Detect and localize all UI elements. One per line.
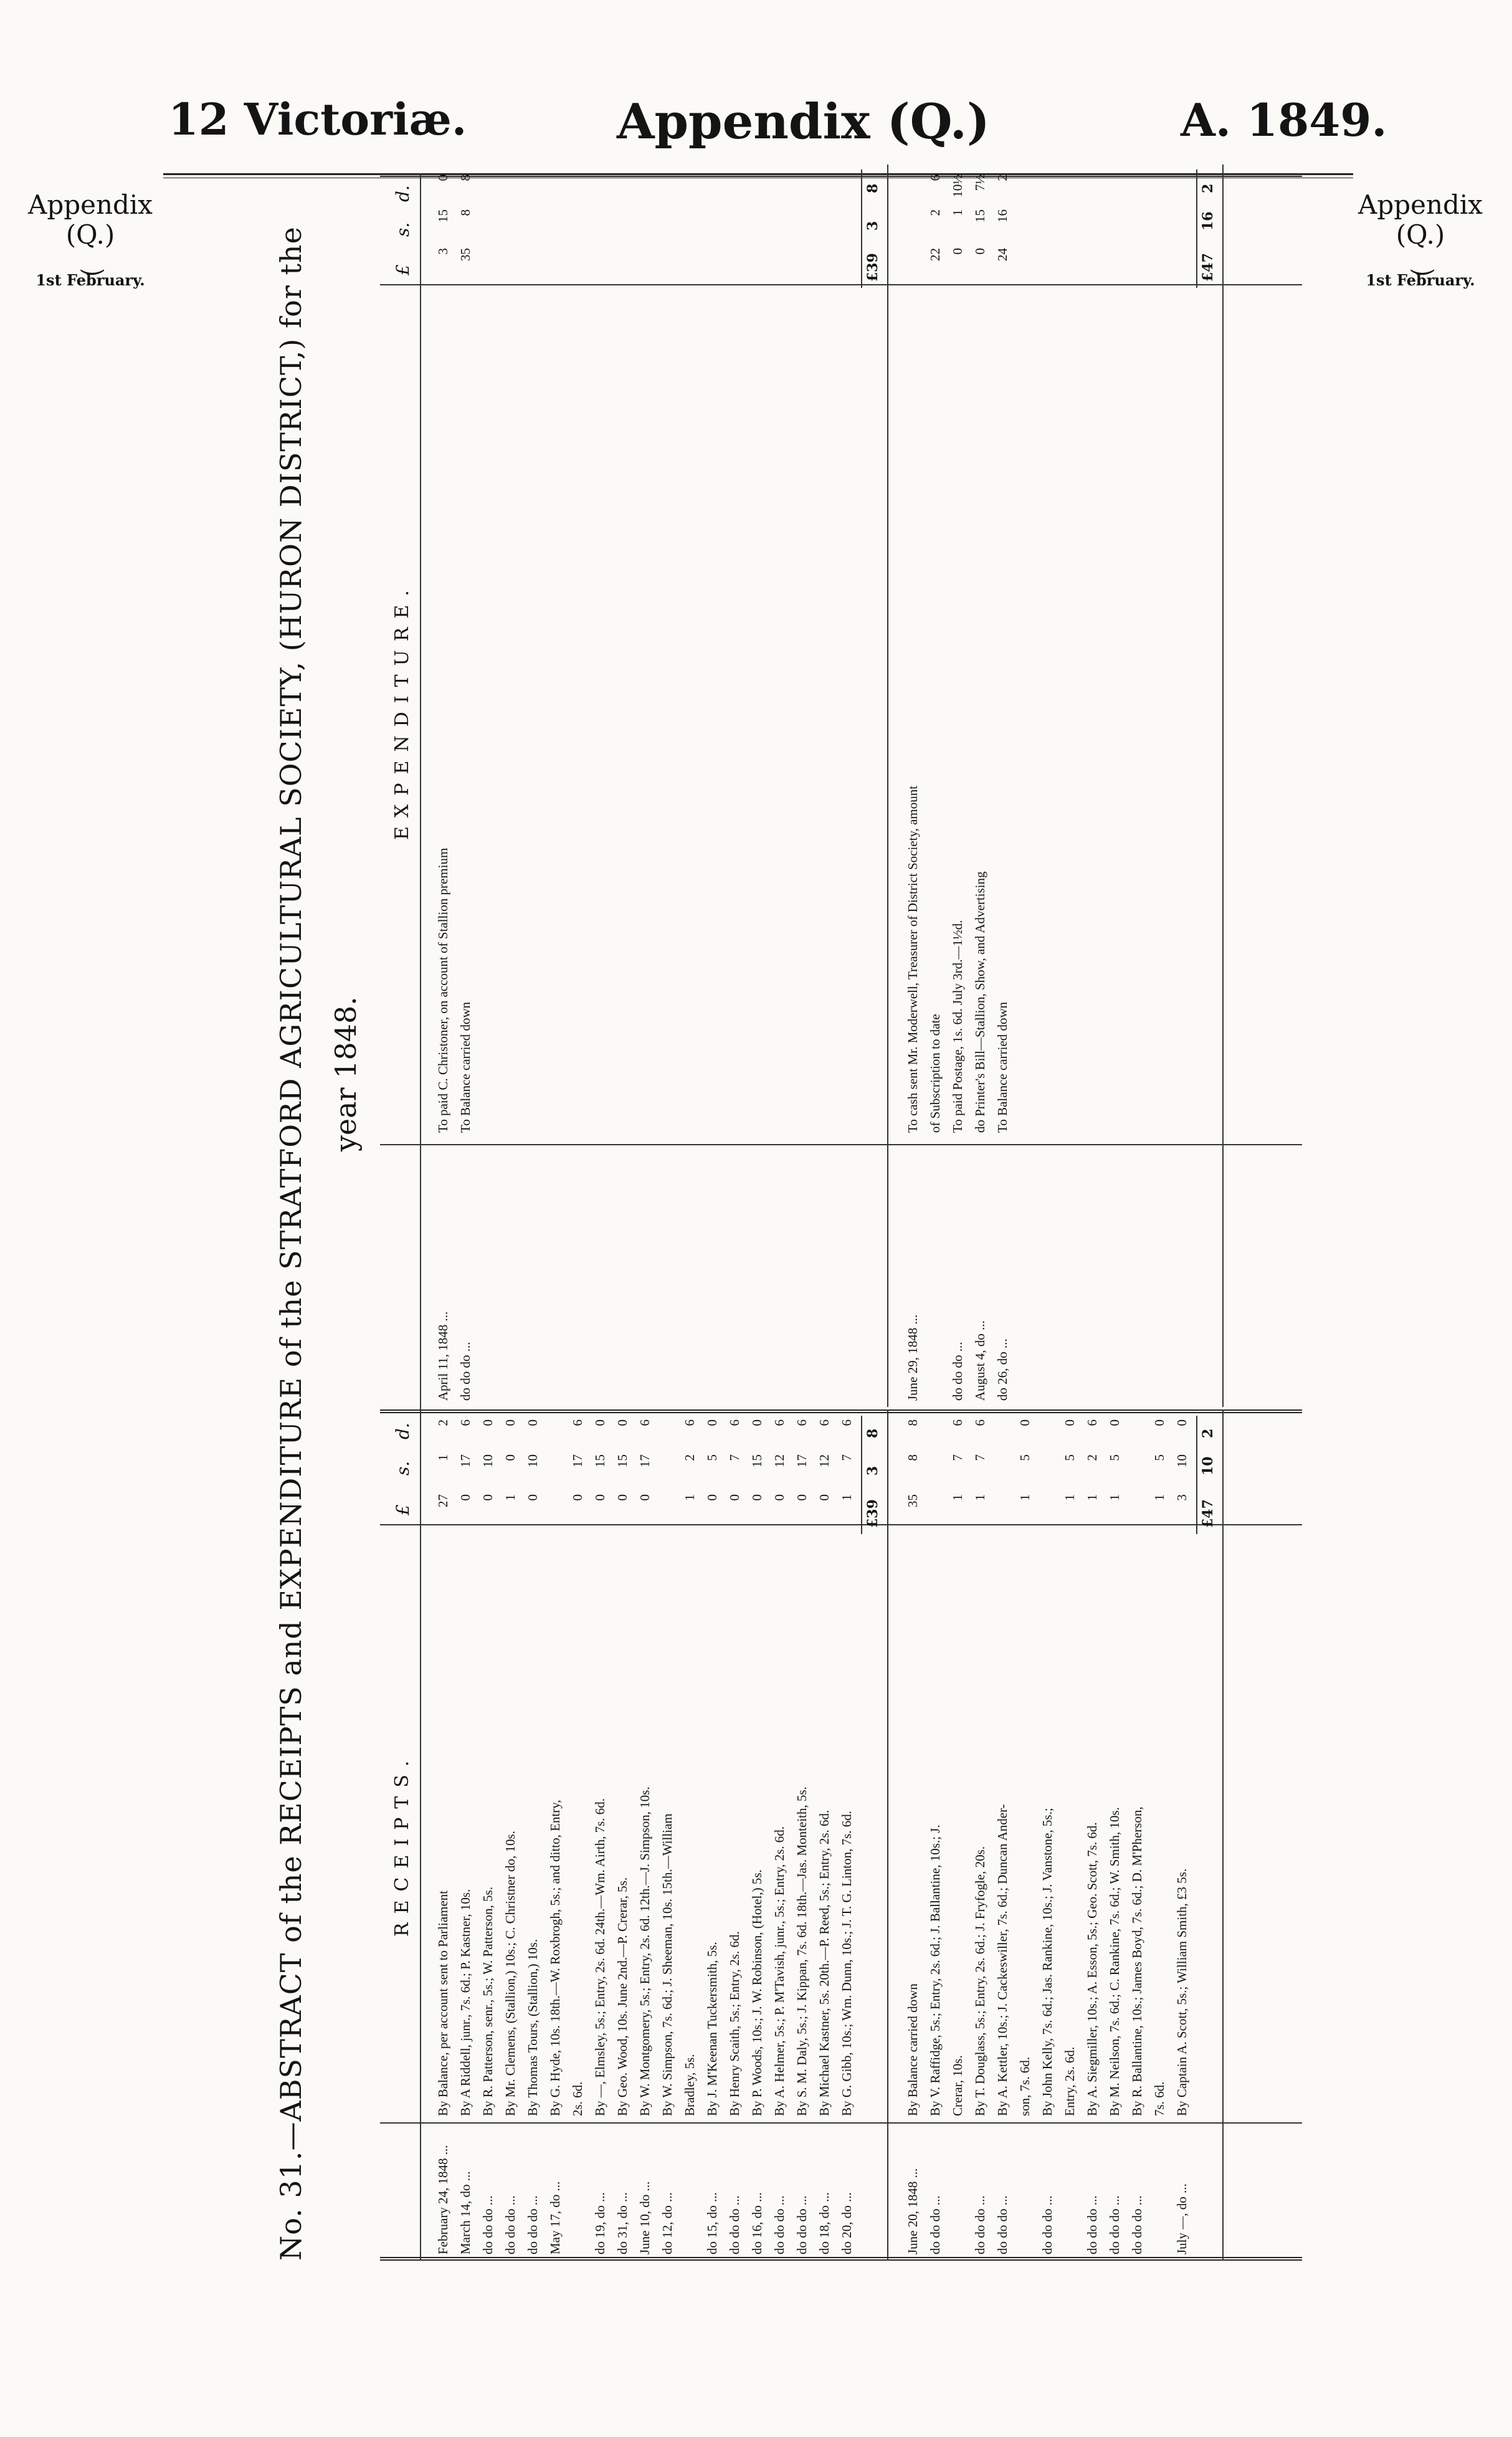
center-double-rule — [380, 1409, 1302, 1413]
amount-pence: 6 — [682, 1419, 697, 1426]
accounts-table — [380, 173, 1302, 2261]
amount-pence: 8 — [905, 1419, 920, 1426]
receipts-2-total-pounds: £47 — [1200, 1499, 1216, 1528]
amount-shillings: 7 — [972, 1454, 987, 1461]
receipts-row — [567, 1419, 588, 2261]
amount-shillings: 17 — [570, 1454, 585, 1467]
amount-pence: 6 — [972, 1419, 987, 1426]
amount-shillings: 17 — [637, 1454, 652, 1467]
amount-pounds: 1 — [1085, 1494, 1100, 1501]
amount-pounds: 1 — [503, 1494, 518, 1501]
amount-pounds: 0 — [592, 1494, 607, 1501]
receipts-row — [992, 1544, 1013, 2261]
entry-description: By —, Elmsley, 5s.; Entry, 2s. 6d. 24th.—Wm. Airth, 7s. 6d. — [592, 1798, 607, 2116]
margin-note-line2: (Q.) — [65, 219, 115, 250]
entry-description: By G. Hyde, 10s. 18th.—W. Roxbrogh, 5s.; and ditto, Entry, — [548, 1800, 563, 2116]
amount-shillings: 10 — [1174, 1454, 1189, 1467]
amount-pence: 6 — [839, 1419, 854, 1426]
entry-date: do 20, do ... — [839, 2192, 854, 2254]
entry-description: By Michael Kastner, 5s. 20th.—P. Reed, 5s.; Entry, 2s. 6d. — [817, 1810, 832, 2116]
expenditure-1-total-shillings: 3 — [865, 221, 881, 231]
entry-description: By Captain A. Scott, 5s.; William Smith, £3 5s. — [1174, 1868, 1189, 2116]
amount-shillings: 1 — [435, 1454, 450, 1461]
entry-date: do do do ... — [458, 1342, 473, 1401]
entry-description: To paid Postage, 1s. 6d. July 3rd.—1½d. — [950, 920, 965, 1133]
amount-shillings: 8 — [905, 1454, 920, 1461]
amount-pence: 0 — [503, 1419, 518, 1426]
entry-description: To Balance carried down — [995, 1001, 1010, 1133]
amount-shillings: 17 — [794, 1454, 809, 1467]
entry-date: do do do ... — [1107, 2195, 1122, 2254]
amount-pounds: 27 — [435, 1494, 450, 1507]
col-rule — [380, 284, 1302, 285]
receipts-row — [947, 1419, 968, 2261]
amount-pounds: 0 — [705, 1494, 720, 1501]
amount-pounds: 1 — [1017, 1494, 1032, 1501]
brace-icon: ⏝ — [80, 244, 101, 274]
amount-pence: 6 — [817, 1419, 832, 1426]
amount-pence: 0 — [615, 1419, 630, 1426]
entry-date: February 24, 1848 ... — [435, 2145, 450, 2254]
expenditure-1-total-rule-bottom — [887, 165, 888, 1407]
amount-pence: 8 — [458, 174, 473, 181]
entry-date: do 12, do ... — [660, 2192, 675, 2254]
receipts-row — [500, 1419, 521, 2261]
amount-shillings: 2 — [682, 1454, 697, 1461]
receipts-row — [589, 1419, 611, 2261]
entry-description: By Mr. Clemens, (Stallion,) 10s.; C. Christner do, 10s. — [503, 1831, 518, 2116]
entry-date: do do do ... — [1085, 2195, 1100, 2254]
margin-note-line2: (Q.) — [1396, 219, 1445, 250]
entry-description: By R. Patterson, senr., 5s.; W. Patterson, 5s. — [480, 1886, 495, 2116]
table-caption-year: year 1848. — [329, 996, 363, 1152]
table-caption: No. 31.—ABSTRACT of the RECEIPTS and EXPENDITURE of the STRATFORD AGRICULTURAL SOCIETY, (HURON DISTRICT,) for the — [274, 226, 308, 2261]
amount-shillings: 2 — [1085, 1454, 1100, 1461]
amount-pence: 0 — [435, 174, 450, 181]
receipts-1-total-pounds: £39 — [865, 1499, 881, 1528]
amount-shillings: 10 — [480, 1454, 495, 1467]
receipts-row — [612, 1419, 633, 2261]
entry-date: June 20, 1848 ... — [905, 2168, 920, 2254]
receipts-row — [544, 1544, 566, 2261]
receipts-1-total-rule-bottom — [887, 1409, 888, 2261]
amount-pence: 0 — [749, 1419, 764, 1426]
entry-date: do do do ... — [794, 2195, 809, 2254]
amount-pence: 6 — [727, 1419, 742, 1426]
entry-date: do do do ... — [525, 2195, 540, 2254]
entry-date: do 31, do ... — [615, 2192, 630, 2254]
amount-pence: 2 — [995, 174, 1010, 181]
expenditure-col-pounds: £ — [392, 264, 413, 275]
expenditure-col-shillings: s. — [392, 222, 413, 237]
amount-pounds: 0 — [570, 1494, 585, 1501]
amount-shillings: 12 — [817, 1454, 832, 1467]
entry-date: March 14, do ... — [458, 2171, 473, 2254]
amount-pence: 0 — [1017, 1419, 1032, 1426]
entry-description: By J. M'Keenan Tuckersmith, 5s. — [705, 1942, 720, 2116]
entry-description: By M. Neilson, 7s. 6d.; C. Rankine, 7s. 6d.; W. Smith, 10s. — [1107, 1807, 1122, 2116]
expenditure-row — [432, 174, 454, 1407]
expenditure-row — [947, 174, 968, 1407]
receipts-row — [477, 1419, 498, 2261]
expenditure-1-total-rule-top — [861, 169, 862, 288]
amount-pence: 0 — [1174, 1419, 1189, 1426]
amount-pounds: 0 — [525, 1494, 540, 1501]
margin-note-date: 1st February. — [36, 270, 145, 289]
amount-shillings: 5 — [1152, 1454, 1167, 1461]
amount-shillings: 5 — [705, 1454, 720, 1461]
receipts-row — [836, 1419, 857, 2261]
receipts-row — [634, 1419, 655, 2261]
entry-date: April 11, 1848 ... — [435, 1311, 450, 1401]
amount-pounds: 0 — [749, 1494, 764, 1501]
amount-shillings: 7 — [727, 1454, 742, 1461]
receipts-row — [791, 1419, 812, 2261]
amount-pence: 6 — [950, 1419, 965, 1426]
receipts-col-pence: d. — [392, 1423, 413, 1439]
amount-pence: 6 — [928, 174, 943, 181]
amount-pounds: 3 — [435, 248, 450, 255]
entry-description: To paid C. Christoner, on account of Stallion premium — [435, 847, 450, 1133]
header-right: A. 1849. — [1181, 93, 1387, 146]
entry-description: To cash sent Mr. Moderwell, Treasurer of District Society, amount — [905, 785, 920, 1133]
margin-note-line1: Appendix — [1357, 189, 1483, 220]
amount-pounds: 0 — [480, 1494, 495, 1501]
entry-date: do do do ... — [480, 2195, 495, 2254]
amount-shillings: 5 — [1017, 1454, 1032, 1461]
entry-date: do do do ... — [727, 2195, 742, 2254]
amount-pence: 6 — [794, 1419, 809, 1426]
receipts-row — [1014, 1419, 1035, 2261]
amount-pounds: 1 — [972, 1494, 987, 1501]
amount-pence: 0 — [480, 1419, 495, 1426]
col-rule — [380, 1524, 1302, 1525]
entry-description: By T. Douglass, 5s.; Entry, 2s. 6d.; J. Fryfogle, 20s. — [972, 1846, 987, 2116]
expenditure-2-total-pounds: £47 — [1200, 253, 1216, 282]
amount-shillings: 2 — [928, 209, 943, 216]
entry-description: By Thomas Tours, (Stallion,) 10s. — [525, 1939, 540, 2116]
margin-note-right — [1349, 190, 1492, 289]
entry-date: do do do ... — [928, 2195, 943, 2254]
amount-pence: 6 — [1085, 1419, 1100, 1426]
expenditure-1-total-pence: 8 — [865, 183, 881, 193]
expenditure-row — [992, 174, 1013, 1407]
entry-date: do do do ... — [950, 1342, 965, 1401]
amount-shillings: 17 — [458, 1454, 473, 1467]
receipts-col-shillings: s. — [392, 1461, 413, 1476]
entry-description: By Geo. Wood, 10s. June 2nd.—P. Crerar, 5s. — [615, 1877, 630, 2116]
receipts-2-total-shillings: 10 — [1200, 1456, 1216, 1476]
entry-description: By Balance, per account sent to Parliament — [435, 1890, 450, 2116]
expenditure-heading: EXPENDITURE. — [391, 581, 413, 840]
amount-shillings: 15 — [972, 209, 987, 222]
entry-description: son, 7s. 6d. — [1017, 2056, 1032, 2116]
amount-shillings: 16 — [995, 209, 1010, 222]
table-border-right — [380, 173, 1302, 177]
amount-pence: 10½ — [950, 174, 965, 198]
expenditure-2-total-rule-bottom — [1222, 165, 1224, 1407]
entry-date: May 17, do ... — [548, 2181, 563, 2254]
margin-note-date: 1st February. — [1366, 270, 1475, 289]
receipts-row — [1059, 1419, 1080, 2261]
entry-date: do 19, do ... — [592, 2192, 607, 2254]
amount-pounds: 0 — [817, 1494, 832, 1501]
entry-description: of Subscription to date — [928, 1014, 943, 1133]
head-rule — [420, 173, 421, 2261]
entry-date: do do do ... — [1040, 2195, 1055, 2254]
amount-shillings: 0 — [503, 1454, 518, 1461]
receipts-row — [1126, 1544, 1148, 2261]
receipts-row — [657, 1544, 678, 2261]
amount-pounds: 35 — [905, 1494, 920, 1507]
brace-icon: ⏝ — [1410, 244, 1431, 274]
amount-pence: 6 — [458, 1419, 473, 1426]
entry-description: By John Kelly, 7s. 6d.; Jas. Rankine, 10s.; J. Vanstone, 5s.; — [1040, 1808, 1055, 2116]
entry-description: To Balance carried down — [458, 1001, 473, 1133]
entry-date: do 26, do ... — [995, 1338, 1010, 1401]
entry-description: 7s. 6d. — [1152, 2081, 1167, 2116]
receipts-row — [1171, 1419, 1192, 2261]
entry-date: do 18, do ... — [817, 2192, 832, 2254]
receipts-1-total-shillings: 3 — [865, 1466, 881, 1476]
amount-pence: 0 — [525, 1419, 540, 1426]
expenditure-row — [902, 690, 923, 1407]
amount-pence: 2 — [435, 1419, 450, 1426]
entry-description: do Printer's Bill—Stallion, Show, and Advertising — [972, 871, 987, 1133]
receipts-row — [969, 1419, 991, 2261]
entry-description: By S. M. Daly, 5s.; J. Kippan, 7s. 6d. 18th.—Jas. Monteith, 5s. — [794, 1786, 809, 2116]
entry-description: Entry, 2s. 6d. — [1062, 2046, 1077, 2116]
receipts-row — [902, 1419, 923, 2261]
amount-shillings: 15 — [435, 209, 450, 222]
expenditure-1-total-pounds: £39 — [865, 253, 881, 282]
receipts-heading: RECEIPTS. — [391, 1752, 413, 1937]
amount-pounds: 0 — [972, 248, 987, 255]
amount-shillings: 15 — [749, 1454, 764, 1467]
amount-pounds: 24 — [995, 248, 1010, 261]
receipts-row — [432, 1419, 454, 2261]
receipts-row — [814, 1419, 835, 2261]
col-rule — [380, 1144, 1302, 1145]
amount-pounds: 0 — [727, 1494, 742, 1501]
receipts-row — [522, 1419, 543, 2261]
amount-pounds: 1 — [839, 1494, 854, 1501]
amount-pence: 0 — [592, 1419, 607, 1426]
amount-pounds: 3 — [1174, 1494, 1189, 1501]
receipts-row — [1149, 1419, 1170, 2261]
expenditure-row — [455, 174, 476, 1407]
entry-date: August 4, do ... — [972, 1320, 987, 1401]
expenditure-2-total-shillings: 16 — [1200, 211, 1216, 231]
entry-description: By G. Gibb, 10s.; Wm. Dunn, 10s.; J. T. G. Linton, 7s. 6d. — [839, 1810, 854, 2116]
amount-pounds: 0 — [637, 1494, 652, 1501]
amount-shillings: 1 — [950, 209, 965, 216]
entry-description: By Balance carried down — [905, 1983, 920, 2116]
expenditure-2-total-pence: 2 — [1200, 183, 1216, 193]
receipts-row — [1082, 1419, 1103, 2261]
amount-pence: 7½ — [972, 174, 987, 191]
amount-pounds: 1 — [1107, 1494, 1122, 1501]
amount-shillings: 10 — [525, 1454, 540, 1467]
amount-pounds: 0 — [950, 248, 965, 255]
margin-note-line1: Appendix — [27, 189, 153, 220]
entry-date: do do do ... — [995, 2195, 1010, 2254]
header-left: 12 Victoriæ. — [168, 93, 467, 145]
entry-description: By A. Helmer, 5s.; P. M'Tavish, junr., 5s.; Entry, 2s. 6d. — [772, 1826, 787, 2116]
amount-pounds: 0 — [772, 1494, 787, 1501]
receipts-row — [746, 1419, 768, 2261]
receipts-row — [1104, 1419, 1125, 2261]
header-center: Appendix (Q.) — [617, 93, 990, 150]
entry-description: By W. Montgomery, 5s.; Entry, 2s. 6d. 12th.—J. Simpson, 10s. — [637, 1786, 652, 2116]
expenditure-2-total-rule-top — [1196, 169, 1197, 288]
receipts-row — [769, 1419, 790, 2261]
rotated-table-region — [274, 173, 1308, 2261]
receipts-2-total-rule-bottom — [1222, 1409, 1224, 2261]
amount-shillings: 7 — [950, 1454, 965, 1461]
entry-description: By A. Siegmiller, 10s.; A. Esson, 5s.; Geo. Scott, 7s. 6d. — [1085, 1822, 1100, 2116]
expenditure-col-pence: d. — [392, 185, 413, 202]
amount-pounds: 22 — [928, 248, 943, 261]
receipts-row — [1037, 1544, 1058, 2261]
receipts-col-pounds: £ — [392, 1504, 413, 1515]
entry-description: By V. Raffidge, 5s.; Entry, 2s. 6d.; J. Ballantine, 10s.; J. — [928, 1824, 943, 2116]
entry-description: Crerar, 10s. — [950, 2055, 965, 2116]
amount-pounds: 1 — [1152, 1494, 1167, 1501]
receipts-2-total-rule-top — [1196, 1416, 1197, 1534]
amount-shillings: 8 — [458, 209, 473, 216]
expenditure-row — [925, 174, 946, 1407]
entry-description: By P. Woods, 10s.; J. W. Robinson, (Hotel,) 5s. — [749, 1869, 764, 2116]
amount-pence: 0 — [1152, 1419, 1167, 1426]
margin-note-left — [19, 190, 162, 289]
amount-pounds: 1 — [682, 1494, 697, 1501]
amount-pounds: 1 — [950, 1494, 965, 1501]
amount-shillings: 15 — [615, 1454, 630, 1467]
entry-description: By A. Kettler, 10s.; J. Cackeswiller, 7s. 6d.; Duncan Ander- — [995, 1804, 1010, 2116]
entry-description: Bradley, 5s. — [682, 2054, 697, 2116]
receipts-row — [925, 1544, 946, 2261]
amount-pence: 6 — [637, 1419, 652, 1426]
entry-date: June 10, do ... — [637, 2181, 652, 2254]
receipts-1-total-rule-top — [861, 1416, 862, 1534]
amount-shillings: 15 — [592, 1454, 607, 1467]
amount-pence: 6 — [772, 1419, 787, 1426]
receipts-row — [724, 1419, 745, 2261]
amount-shillings: 5 — [1107, 1454, 1122, 1461]
amount-pounds: 0 — [794, 1494, 809, 1501]
receipts-1-total-pence: 8 — [865, 1428, 881, 1438]
amount-pounds: 1 — [1062, 1494, 1077, 1501]
entry-date: June 29, 1848 ... — [905, 1314, 920, 1401]
amount-shillings: 5 — [1062, 1454, 1077, 1461]
entry-date: do do do ... — [1129, 2195, 1144, 2254]
entry-date: do do do ... — [503, 2195, 518, 2254]
entry-description: By W. Simpson, 7s. 6d.; J. Sheeman, 10s. 15th.—William — [660, 1813, 675, 2116]
amount-pence: 6 — [570, 1419, 585, 1426]
entry-description: By R. Ballantine, 10s.; James Boyd, 7s. 6d.; D. M'Pherson, — [1129, 1806, 1144, 2116]
amount-pounds: 0 — [615, 1494, 630, 1501]
amount-pounds: 35 — [458, 248, 473, 261]
entry-date: do do do ... — [772, 2195, 787, 2254]
entry-date: do 16, do ... — [749, 2192, 764, 2254]
entry-date: do do do ... — [972, 2195, 987, 2254]
entry-description: By Henry Scaith, 5s.; Entry, 2s. 6d. — [727, 1931, 742, 2116]
receipts-row — [679, 1419, 700, 2261]
amount-pence: 0 — [1107, 1419, 1122, 1426]
receipts-row — [701, 1419, 723, 2261]
entry-date: July —, do ... — [1174, 2183, 1189, 2254]
amount-shillings: 7 — [839, 1454, 854, 1461]
entry-description: 2s. 6d. — [570, 2081, 585, 2116]
amount-pence: 0 — [705, 1419, 720, 1426]
amount-pounds: 0 — [458, 1494, 473, 1501]
amount-pence: 0 — [1062, 1419, 1077, 1426]
receipts-2-total-pence: 2 — [1200, 1428, 1216, 1438]
amount-shillings: 12 — [772, 1454, 787, 1467]
entry-description: By A Riddell, junr., 7s. 6d.; P. Kastner, 10s. — [458, 1889, 473, 2116]
expenditure-row — [969, 174, 991, 1407]
entry-date: do 15, do ... — [705, 2192, 720, 2254]
receipts-row — [455, 1419, 476, 2261]
